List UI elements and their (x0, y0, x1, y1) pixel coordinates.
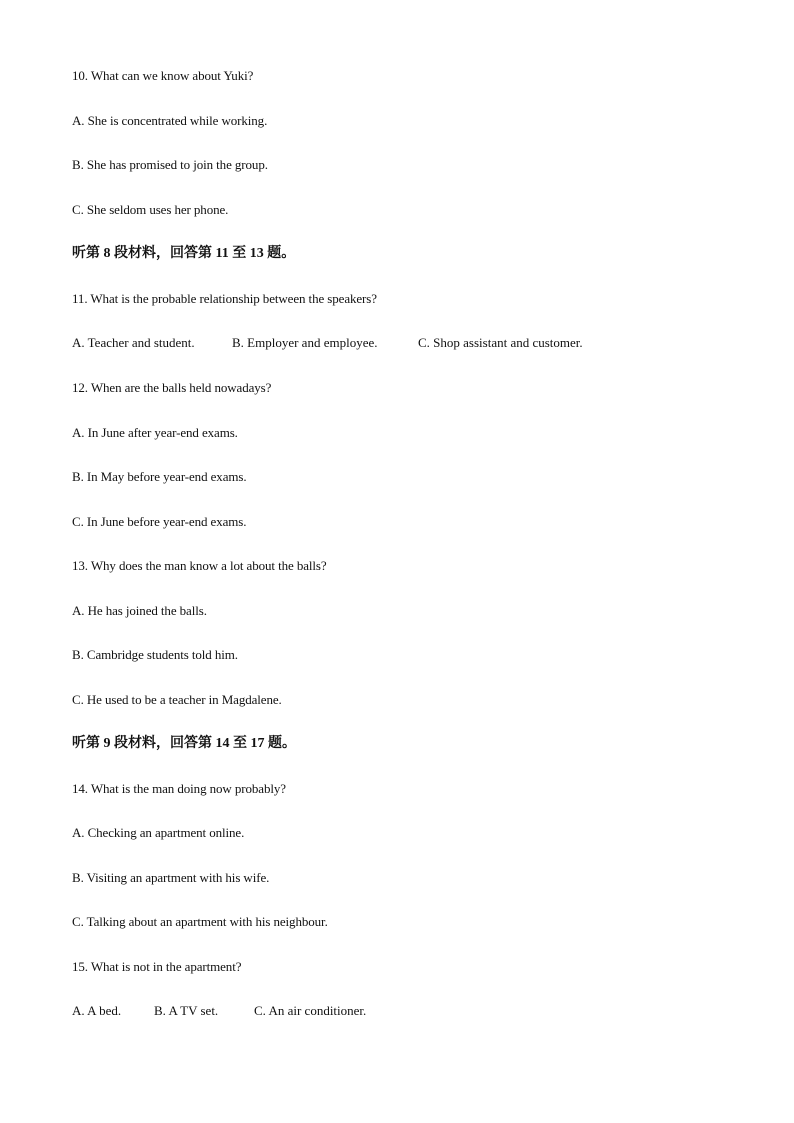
question-11-option-b: B. Employer and employee. (232, 335, 378, 350)
question-12: 12. When are the balls held nowadays? (72, 380, 272, 395)
question-12-option-c: C. In June before year-end exams. (72, 514, 247, 529)
question-14-option-c: C. Talking about an apartment with his neighbour. (72, 914, 328, 929)
question-15-option-c: C. An air conditioner. (254, 1003, 367, 1018)
question-13-option-a: A. He has joined the balls. (72, 603, 207, 618)
question-13-option-c: C. He used to be a teacher in Magdalene. (72, 692, 282, 707)
question-12-option-b: B. In May before year-end exams. (72, 469, 247, 484)
question-15: 15. What is not in the apartment? (72, 959, 242, 974)
question-15-option-b: B. A TV set. (154, 1003, 219, 1018)
question-10-option-c: C. She seldom uses her phone. (72, 202, 229, 217)
question-14-option-b: B. Visiting an apartment with his wife. (72, 870, 270, 885)
question-15-option-a: A. A bed. (72, 1003, 122, 1018)
question-10-option-a: A. She is concentrated while working. (72, 113, 268, 128)
question-10-option-b: B. She has promised to join the group. (72, 157, 268, 172)
question-11-option-c: C. Shop assistant and customer. (418, 335, 583, 350)
question-14-option-a: A. Checking an apartment online. (72, 825, 245, 840)
question-13: 13. Why does the man know a lot about the balls? (72, 558, 327, 573)
section-8-heading: 听第 8 段材料，回答第 11 至 13 题。 (72, 246, 296, 261)
question-12-option-a: A. In June after year-end exams. (72, 425, 238, 440)
section-9-heading: 听第 9 段材料，回答第 14 至 17 题。 (72, 736, 296, 751)
question-10: 10. What can we know about Yuki? (72, 68, 254, 83)
question-14: 14. What is the man doing now probably? (72, 781, 286, 796)
question-13-option-b: B. Cambridge students told him. (72, 647, 238, 662)
question-11-option-a: A. Teacher and student. (72, 335, 195, 350)
question-11: 11. What is the probable relationship between the speakers? (72, 291, 377, 306)
